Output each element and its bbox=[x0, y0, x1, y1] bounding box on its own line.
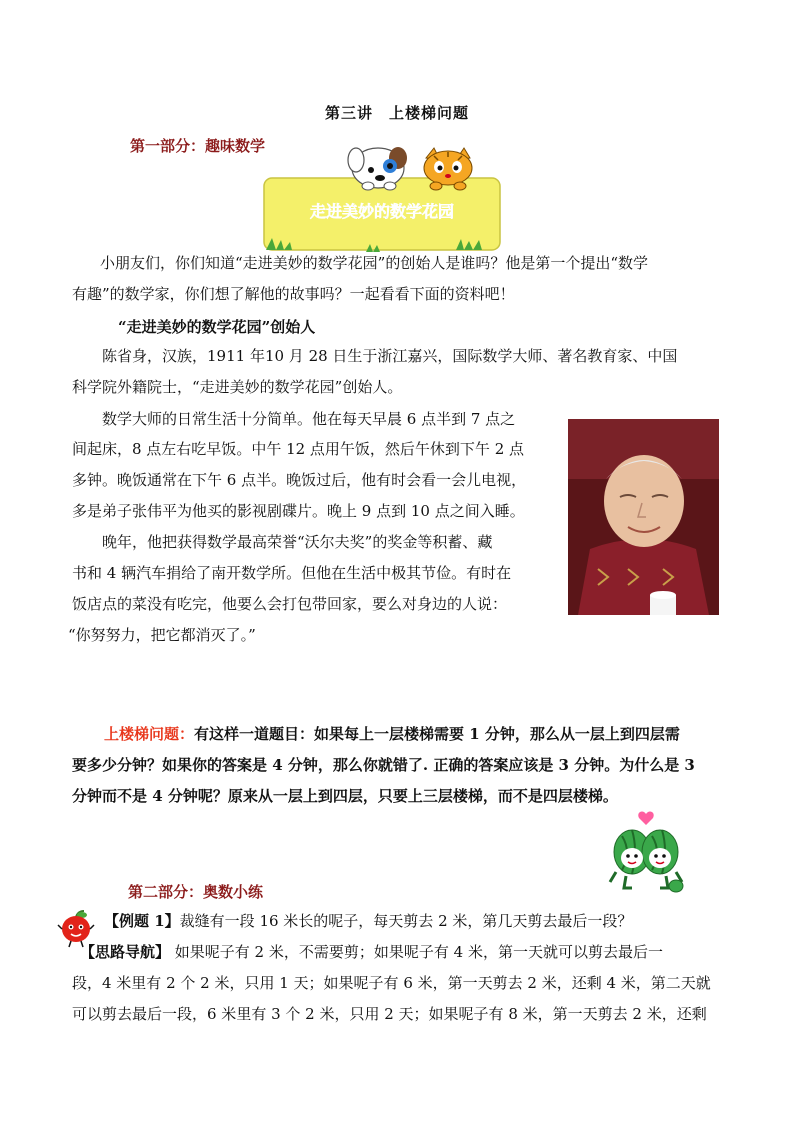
section-heading-part2: 第二部分：奥数小练 bbox=[128, 883, 264, 901]
hint-label: 【思路导航】 bbox=[80, 943, 171, 961]
heart-icon bbox=[638, 811, 653, 825]
hint-line-1-text: 如果呢子有 2 米，不需要剪；如果呢子有 4 米，第一天就可以剪去最后一 bbox=[170, 943, 663, 961]
bio-line-2: 科学院外籍院士，“走进美妙的数学花园”创始人。 bbox=[72, 378, 403, 396]
stairs-line-1 bbox=[104, 719, 744, 750]
stairs-line-2: 要多少分钟？如果你的答案是 4 分钟，那么你就错了. 正确的答案应该是 3 分钟。为什么是 3 bbox=[72, 756, 695, 774]
example-1-label: 【例题 1】 bbox=[104, 912, 180, 930]
intro-line-2: 有趣”的数学家，你们想了解他的故事吗？一起看看下面的资料吧！ bbox=[72, 285, 515, 303]
stairs-label: 上楼梯问题： bbox=[104, 725, 195, 743]
watermelon-svg bbox=[604, 808, 688, 894]
later-line-1: 晚年，他把获得数学最高荣誉“沃尔夫奖”的奖金等积蓄、藏 bbox=[102, 533, 493, 551]
daily-line-2: 间起床，8 点左右吃早饭。中午 12 点用午饭，然后午休到下午 2 点 bbox=[72, 440, 525, 458]
example-1-line bbox=[104, 906, 744, 937]
example-1-text: 裁缝有一段 16 米长的呢子，每天剪去 2 米，第几天剪去最后一段？ bbox=[179, 912, 633, 930]
cat-icon bbox=[424, 148, 472, 190]
bio-line-1: 陈省身，汉族，1911 年10 月 28 日生于浙江嘉兴，国际数学大师、著名教育家、中国 bbox=[102, 347, 678, 365]
hint-line-2: 段，4 米里有 2 个 2 米，只用 1 天；如果呢子有 6 米，第一天剪去 2 米，还剩 4 米，第二天就 bbox=[72, 974, 711, 992]
daily-line-3: 多钟。晚饭通常在下午 6 点半。晚饭过后，他有时会看一会儿电视， bbox=[72, 471, 527, 489]
hint-line-3: 可以剪去最后一段，6 米里有 3 个 2 米，只用 2 天；如果呢子有 8 米，第一天剪去 2 米，还剩 bbox=[72, 1005, 707, 1023]
later-line-4: “你努努力，把它都消灭了。” bbox=[68, 626, 256, 644]
portrait-svg bbox=[568, 419, 719, 615]
section-heading-part1: 第一部分：趣味数学 bbox=[130, 137, 266, 155]
intro-line-1: 小朋友们，你们知道“走进美妙的数学花园”的创始人是谁吗？他是第一个提出“数学 bbox=[100, 254, 649, 272]
later-line-3: 饭店点的菜没有吃完，他要么会打包带回家，要么对身边的人说： bbox=[72, 595, 508, 613]
banner-text: 走进美妙的数学花园 bbox=[309, 202, 455, 221]
portrait-photo bbox=[568, 419, 719, 615]
page-title: 第三讲 上楼梯问题 bbox=[324, 104, 469, 122]
banner-svg bbox=[256, 146, 506, 256]
daily-line-1: 数学大师的日常生活十分简单。他在每天早晨 6 点半到 7 点之 bbox=[102, 410, 516, 428]
stairs-line-1-text: 有这样一道题目：如果每上一层楼梯需要 1 分钟，那么从一层上到四层需 bbox=[194, 725, 680, 743]
stairs-line-3: 分钟而不是 4 分钟呢？原来从一层上到四层，只要上三层楼梯，而不是四层楼梯。 bbox=[72, 787, 618, 805]
watermelon-mascots bbox=[604, 808, 688, 894]
banner-illustration bbox=[256, 146, 506, 256]
hint-line-1 bbox=[80, 937, 740, 968]
subheading-founder: “走进美妙的数学花园”创始人 bbox=[118, 318, 316, 336]
daily-line-4: 多是弟子张伟平为他买的影视剧碟片。晚上 9 点到 10 点之间入睡。 bbox=[72, 502, 525, 520]
later-line-2: 书和 4 辆汽车捐给了南开数学所。但他在生活中极其节俭。有时在 bbox=[72, 564, 512, 582]
